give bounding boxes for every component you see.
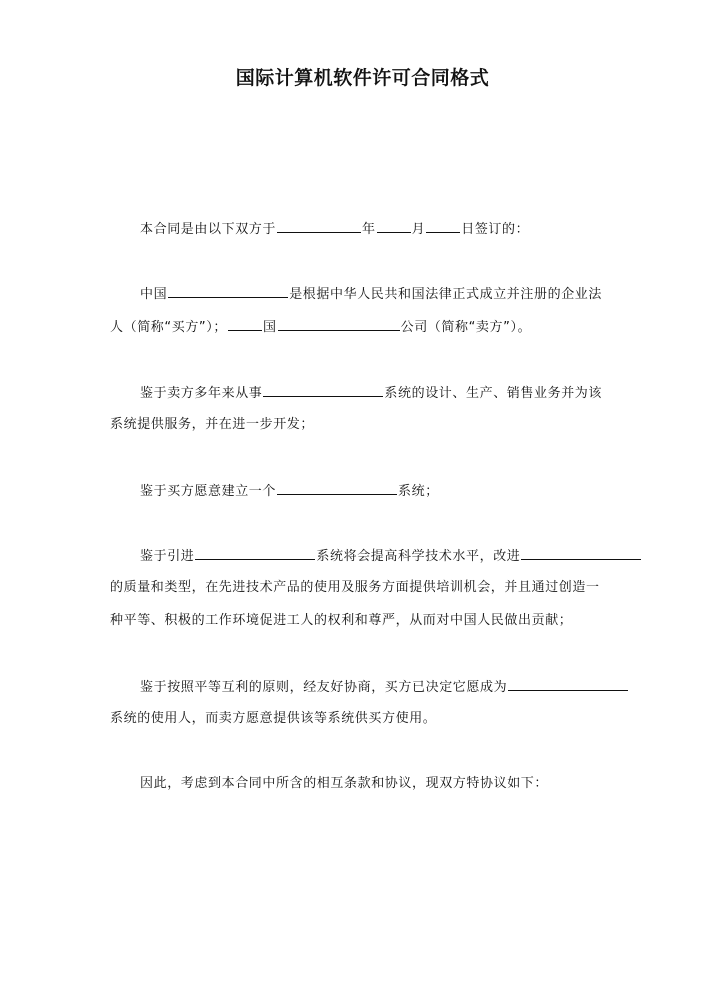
text: 中国 xyxy=(140,287,168,302)
paragraph-introduction-line3 xyxy=(110,612,572,630)
text: 鉴于按照平等互利的原则，经友好协商，买方已决定它愿成为 xyxy=(140,680,508,695)
text: 本合同是由以下双方于 xyxy=(140,222,277,237)
blank-month-field[interactable] xyxy=(377,219,411,233)
blank-product-field[interactable] xyxy=(521,546,641,560)
text: 因此，考虑到本合同中所含的相互条款和协议，现双方特协议如下： xyxy=(140,776,549,791)
text: 年 xyxy=(362,222,376,237)
paragraph-parties-line2 xyxy=(110,317,531,337)
blank-day-field[interactable] xyxy=(426,219,460,233)
paragraph-buyer-intent xyxy=(140,481,439,501)
blank-system-field[interactable] xyxy=(508,677,628,691)
text: 国 xyxy=(262,320,277,335)
blank-buyer-name-field[interactable] xyxy=(168,284,288,298)
text: 系统提供服务，并在进一步开发； xyxy=(110,417,315,432)
blank-system-field[interactable] xyxy=(277,481,397,495)
paragraph-signing-date xyxy=(140,219,529,239)
text: 鉴于买方愿意建立一个 xyxy=(140,484,277,499)
text: 月 xyxy=(411,222,426,237)
paragraph-equality-line1 xyxy=(140,677,629,697)
blank-system-field[interactable] xyxy=(195,546,315,560)
blank-seller-name-field[interactable] xyxy=(278,317,400,331)
blank-year-field[interactable] xyxy=(277,219,361,233)
text: 鉴于引进 xyxy=(140,549,195,564)
paragraph-seller-business-line2 xyxy=(110,416,314,434)
text: 公司（简称“卖方”）。 xyxy=(400,320,532,335)
text: 系统； xyxy=(398,484,439,499)
paragraph-equality-line2 xyxy=(110,710,436,728)
blank-system-field[interactable] xyxy=(263,383,383,397)
document-title: 国际计算机软件许可合同格式 xyxy=(235,67,490,89)
paragraph-seller-business-line1 xyxy=(140,383,602,403)
paragraph-agreement xyxy=(140,775,548,793)
paragraph-introduction-line1 xyxy=(140,546,642,566)
blank-seller-country-field[interactable] xyxy=(228,317,262,331)
text: 鉴于卖方多年来从事 xyxy=(140,386,263,401)
text: 日签订的： xyxy=(461,222,530,237)
text: 的质量和类型，在先进技术产品的使用及服务方面提供培训机会，并且通过创造一 xyxy=(110,580,600,595)
text: 系统的使用人，而卖方愿意提供该等系统供买方使用。 xyxy=(110,711,437,726)
text: 人（简称“买方”）； xyxy=(110,320,227,335)
text: 是根据中华人民共和国法律正式成立并注册的企业法 xyxy=(289,287,603,302)
text: 系统将会提高科学技术水平，改进 xyxy=(316,549,521,564)
paragraph-introduction-line2 xyxy=(110,579,600,597)
paragraph-parties-line1 xyxy=(140,284,602,304)
text: 种平等、积极的工作环境促进工人的权利和尊严，从而对中国人民做出贡献； xyxy=(110,613,573,628)
text: 系统的设计、生产、销售业务并为该 xyxy=(384,386,603,401)
